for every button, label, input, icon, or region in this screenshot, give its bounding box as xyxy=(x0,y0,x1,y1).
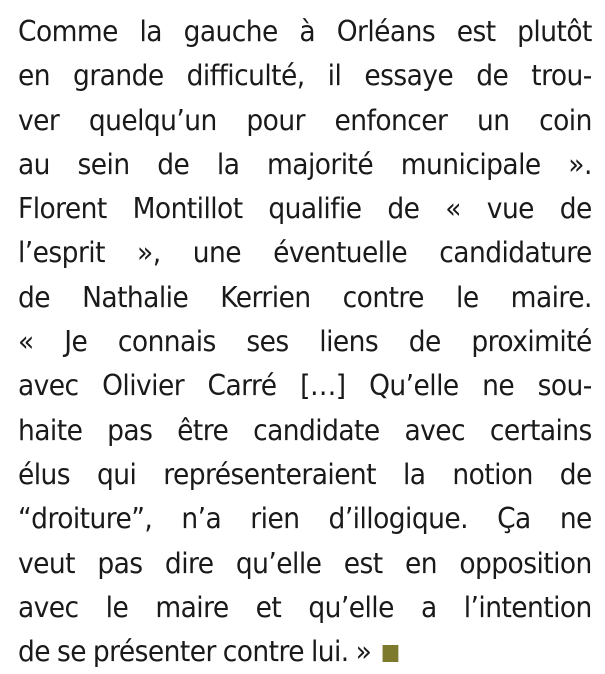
text-line: Florent Montillot qualifie de « vue de xyxy=(18,192,592,226)
text-line: au sein de la majorité municipale ». xyxy=(18,147,592,181)
text-line: élus qui représenteraient la notion de xyxy=(18,457,592,491)
text-line: haite pas être candidate avec certains xyxy=(18,413,592,447)
text-line: l’esprit », une éventuelle candidature xyxy=(18,236,592,270)
text-line: Comme la gauche à Orléans est plutôt xyxy=(18,15,592,48)
last-line-text: de se présenter contre lui. » xyxy=(18,635,372,669)
text-line: avec le maire et qu’elle a l’intention xyxy=(18,590,592,624)
text-line: “droiture”, n’a rien d’illogique. Ça ne xyxy=(18,502,592,536)
text-line: ver quelqu’un pour enfoncer un coin xyxy=(18,103,592,137)
text-line: avec Olivier Carré […] Qu’elle ne sou- xyxy=(18,369,592,403)
text-line: « Je connais ses liens de proximité xyxy=(18,325,592,359)
last-text-line xyxy=(18,630,592,674)
text-line: en grande difficulté, il essaye de trou- xyxy=(18,59,592,93)
text-line: de Nathalie Kerrien contre le maire. xyxy=(18,280,592,314)
end-of-article-square-icon xyxy=(382,645,398,662)
article-body xyxy=(18,10,592,674)
text-line: veut pas dire qu’elle est en opposition xyxy=(18,546,592,580)
